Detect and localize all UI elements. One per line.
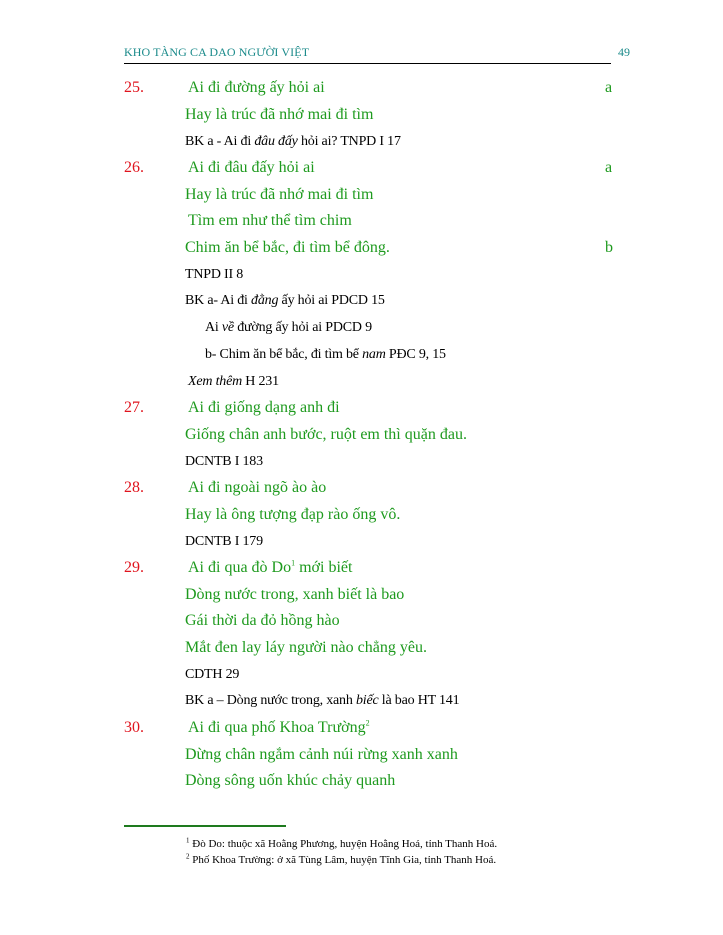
entry-number: 27. [124,399,144,416]
footnote-marker: 2 [365,718,370,728]
verse-line: Gái thời da đỏ hồng hào [185,612,340,629]
source-note: BK a – Dòng nước trong, xanh biếc là bao HT 141 [185,693,460,708]
page-number: 49 [618,45,630,59]
footnote: $^1$ Đò Do: thuộc xã Hoằng Phương, huyện Hoằng Hoá, tỉnh Thanh Hoá. [186,836,498,850]
verse-line: Dòng sông uốn khúc chảy quanh [185,772,396,789]
verse-line: Dòng nước trong, xanh biết là bao [185,586,405,603]
footnote-marker: 1 [291,558,296,568]
verse-line: Dừng chân ngắm cảnh núi rừng xanh xanh [185,746,458,763]
entry-number: 29. [124,559,144,576]
header-divider [124,63,611,64]
footnote-divider [124,825,286,827]
source-note: TNPD II 8 [185,267,244,282]
verse-line: Tìm em như thể tìm chim [188,212,352,229]
verse-line: Ai đi qua phố Khoa Trường$^2$ [188,718,370,736]
verse-line: Hay là trúc đã nhớ mai đi tìm [185,106,374,123]
verse-line: Ai đi đường ấy hỏi ai [188,79,325,96]
source-note: CDTH 29 [185,667,240,682]
entry-number: 28. [124,479,144,496]
entry-number: 25. [124,79,144,96]
entry-number: 30. [124,719,144,736]
rhyme-mark: a [605,159,613,176]
source-note: BK a - Ai đi đâu đấy hỏi ai? TNPD I 17 [185,134,401,149]
book-title: KHO TÀNG CA DAO NGƯỜI VIỆT [124,45,310,59]
verse-line: Ai đi giống dạng anh đi [188,399,340,416]
verse-line: Mắt đen lay láy người nào chẳng yêu. [185,639,427,656]
rhyme-mark: b [605,239,613,256]
see-also-note: Xem thêm H 231 [188,374,279,389]
verse-line: Ai đi đâu đấy hỏi ai [188,159,315,176]
verse-line: Chim ăn bể bắc, đi tìm bể đông. [185,239,390,256]
source-note: DCNTB I 179 [185,534,263,549]
verse-line: Hay là ông tượng đạp rào ống vô. [185,506,401,523]
verse-line: Hay là trúc đã nhớ mai đi tìm [185,186,374,203]
verse-line: Ai đi qua đò Do$^1$ mới biết [188,558,353,576]
source-note: b- Chim ăn bể bắc, đi tìm bể nam PĐC 9, 15 [205,347,446,362]
running-header [124,45,630,65]
source-note: BK a- Ai đi đằng ấy hỏi ai PDCD 15 [185,293,385,308]
verse-line: Giống chân anh bước, ruột em thì quặn đau. [185,426,467,443]
footnote: $^2$ Phố Khoa Trường: ở xã Tùng Lâm, huyện Tĩnh Gia, tỉnh Thanh Hoá. [186,852,497,866]
source-note: DCNTB I 183 [185,454,263,469]
source-note: Ai về đường ấy hỏi ai PDCD 9 [205,320,372,335]
rhyme-mark: a [605,79,613,96]
verse-line: Ai đi ngoài ngõ ào ào [188,479,327,496]
entry-number: 26. [124,159,144,176]
